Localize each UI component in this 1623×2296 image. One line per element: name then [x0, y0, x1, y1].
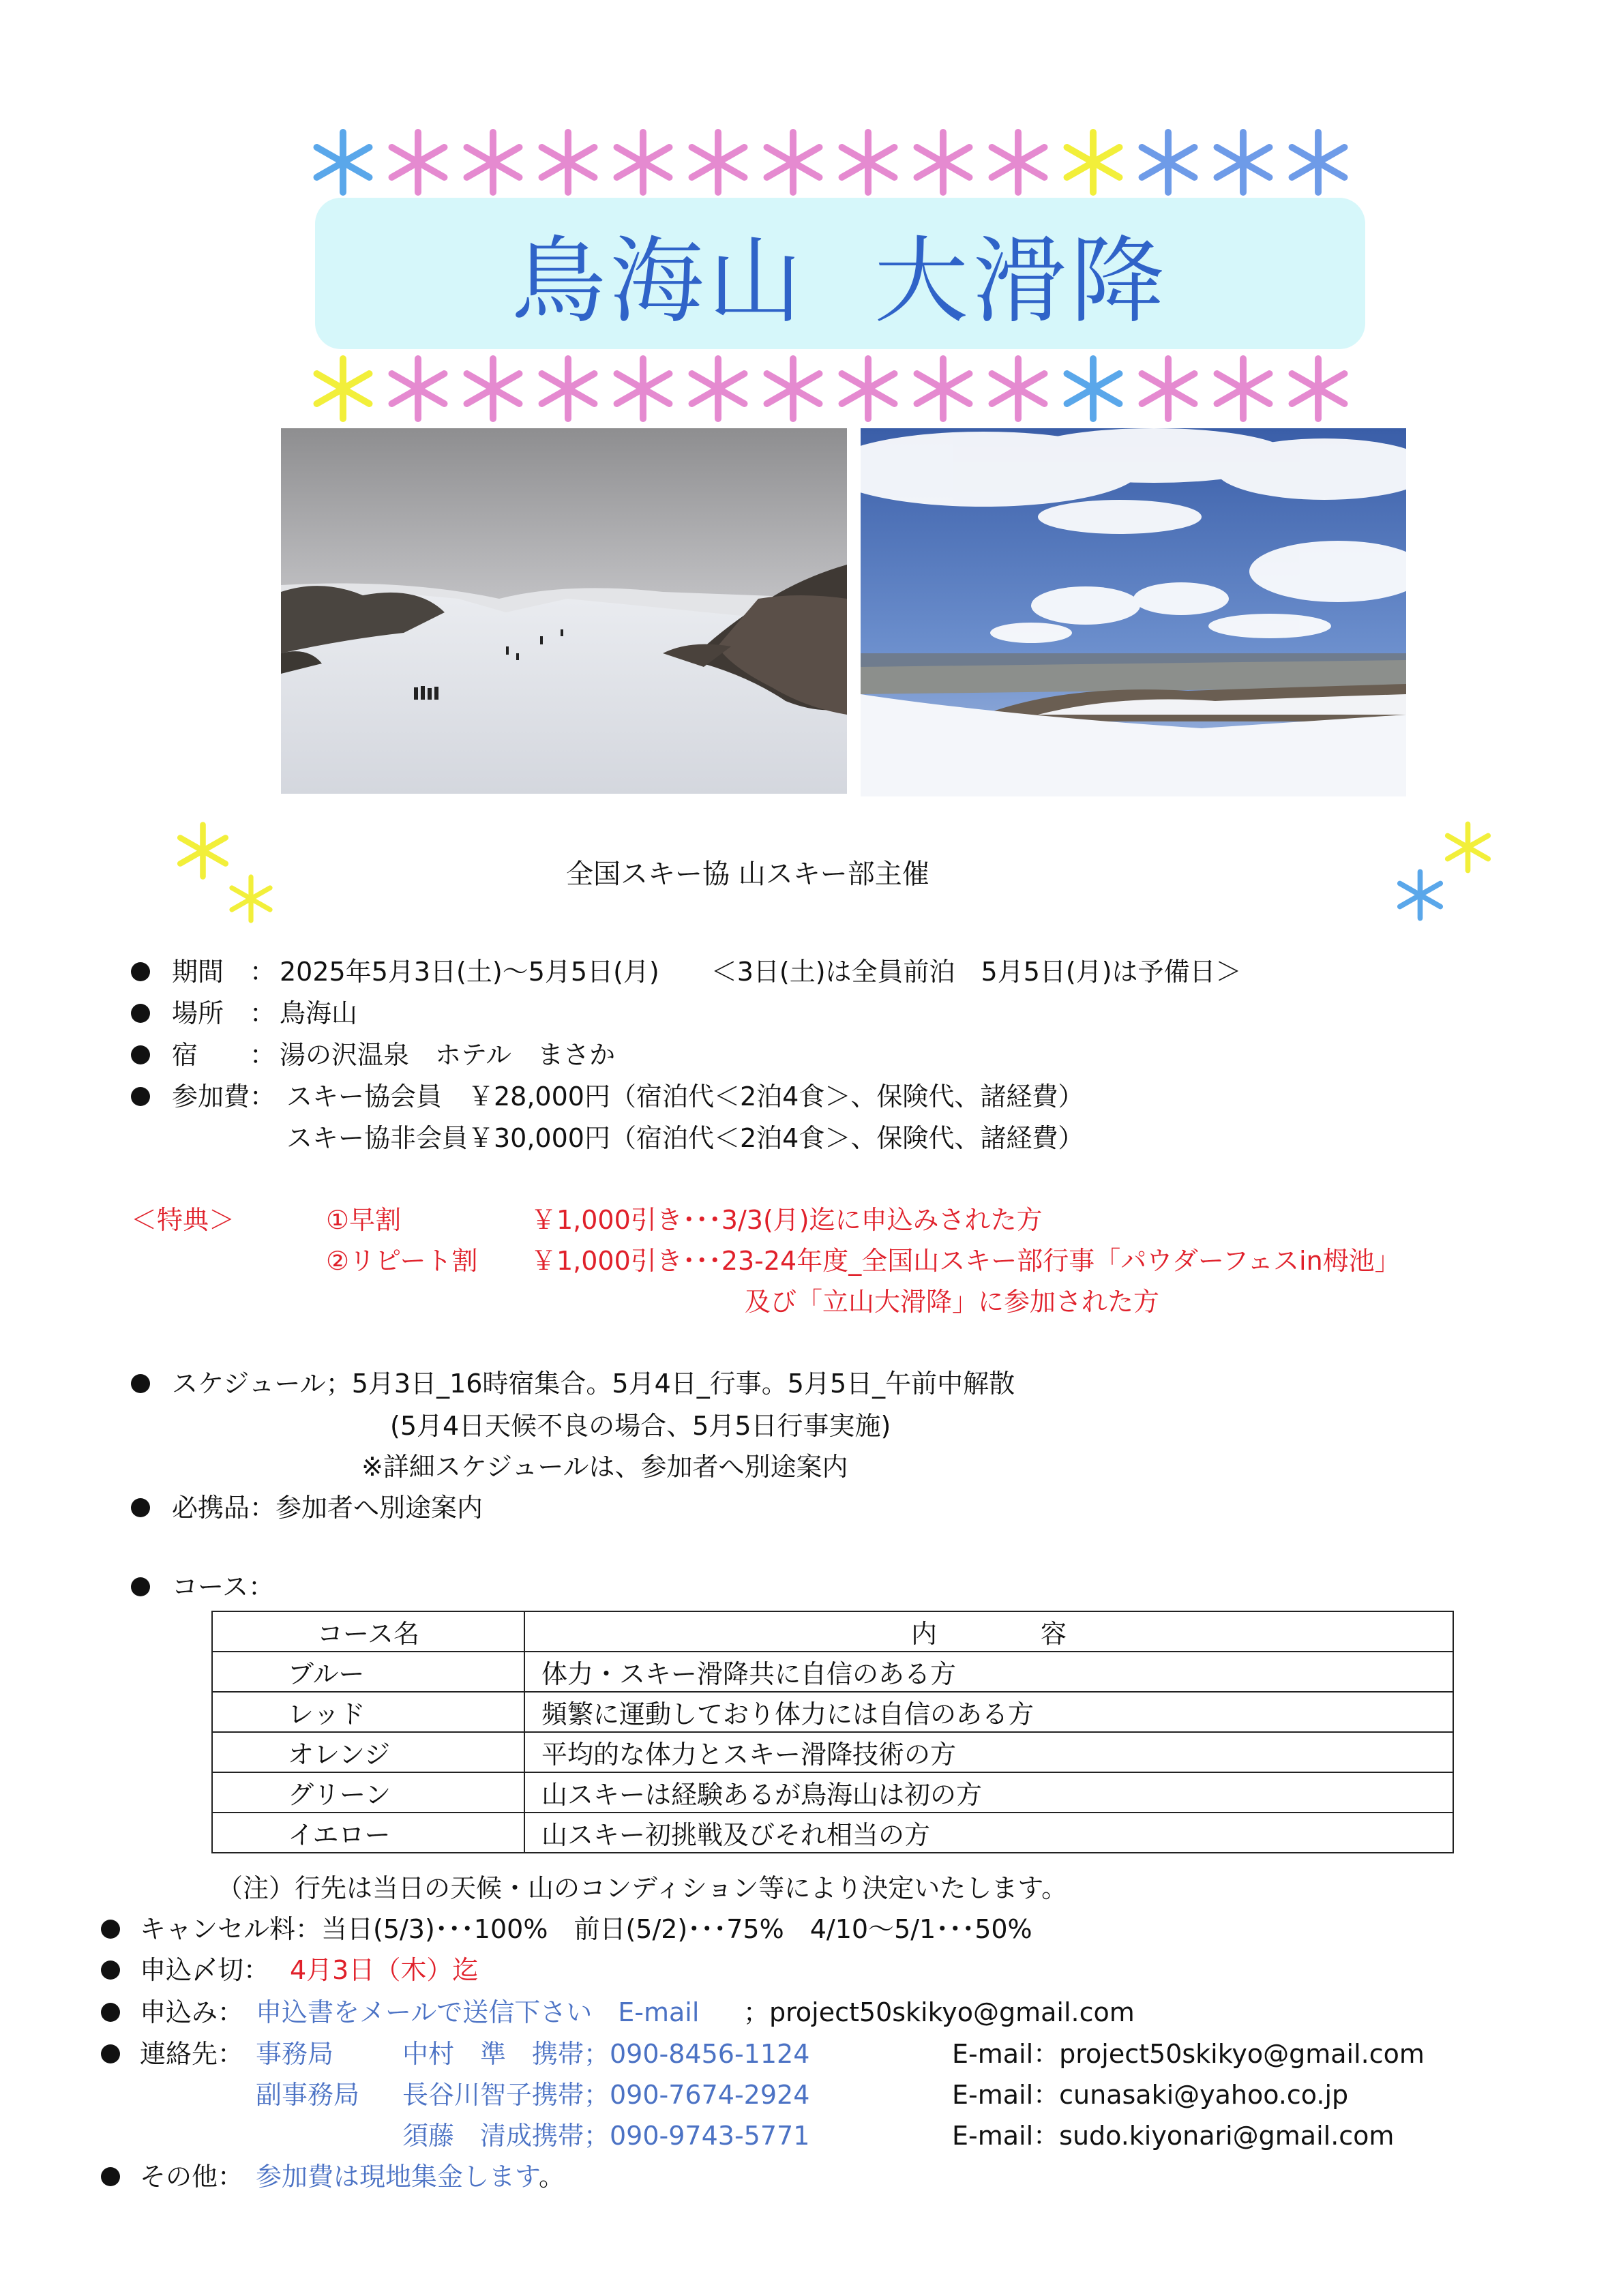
photo-snow-field-blue-sky: [861, 428, 1406, 796]
contact-name: 長谷川智子: [402, 2080, 533, 2110]
course-content-cell: 山スキーは経験あるが鳥海山は初の方: [524, 1772, 1453, 1813]
star-icon: [531, 121, 606, 203]
period-label: 期間 ：: [172, 957, 276, 987]
items-text: 必携品：参加者へ別途案内: [172, 1493, 483, 1523]
course-content-cell: 山スキー初挑戦及びそれ相当の方: [524, 1813, 1453, 1853]
star-icon: [1281, 348, 1356, 430]
course-name-cell: グリーン: [212, 1772, 524, 1813]
fee-label: 参加費：: [172, 1082, 276, 1112]
repeat-discount-name: ②リピート割: [326, 1246, 478, 1276]
inn-value: 湯の沢温泉 ホテル まさか: [280, 1040, 616, 1070]
contact-email[interactable]: E-mail：project50skikyo@gmail.com: [952, 2039, 1425, 2069]
page-title: 鳥海山 大滑降: [511, 226, 1169, 336]
contact-tel: [532, 2041, 809, 2067]
course-note: （注）行先は当日の天候・山のコンディション等により決定いたします。: [217, 1873, 1068, 1903]
apply-email[interactable]: ；project50skikyo@gmail.com: [743, 1997, 1135, 2027]
star-icon: [456, 121, 531, 203]
contact-tel-text: 携帯；090-9743-5771: [532, 2121, 810, 2151]
other-value: [256, 2164, 565, 2190]
schedule-line-3: ※詳細スケジュールは、参加者へ別途案内: [361, 1452, 848, 1482]
bullet-icon: [131, 1087, 150, 1106]
bullet-icon: [131, 962, 150, 981]
star-icon: [981, 121, 1056, 203]
star-icon: [1131, 348, 1206, 430]
star-icon: [681, 121, 756, 203]
bullet-icon: [101, 2003, 120, 2022]
contact-email[interactable]: E-mail：sudo.kiyonari@gmail.com: [952, 2121, 1395, 2151]
early-discount-detail: ￥1,000引き･･･3/3(月)迄に申込みされた方: [531, 1205, 1043, 1235]
deadline-value: 4月3日（木）迄: [290, 1955, 479, 1985]
table-row: [212, 1813, 1453, 1853]
bullet-icon: [131, 1374, 150, 1393]
course-name-cell: オレンジ: [212, 1732, 524, 1772]
star-icon: [456, 348, 531, 430]
course-content-cell: 頻繁に運動しており体力には自信のある方: [524, 1692, 1453, 1732]
place-label: 場所 ：: [172, 998, 276, 1028]
star-icon: [831, 121, 906, 203]
star-icon: [1206, 348, 1281, 430]
table-row: [212, 1772, 1453, 1813]
star-icon: [981, 348, 1056, 430]
star-icon: [831, 348, 906, 430]
star-icon: [606, 348, 681, 430]
place-value: 鳥海山: [280, 998, 358, 1028]
contact-tel-text: 携帯；090-7674-2924: [532, 2080, 810, 2110]
star-icon: [681, 348, 756, 430]
repeat-discount-detail: ￥1,000引き･･･23-24年度_全国山スキー部行事「パウダーフェスin栂池」: [531, 1246, 1401, 1276]
contact-role: 事務局: [256, 2039, 334, 2069]
apply-label: 申込み：: [140, 1997, 244, 2027]
column-header-content: 内 容: [524, 1611, 1453, 1652]
star-icon: [1131, 121, 1206, 203]
course-name-cell: レッド: [212, 1692, 524, 1732]
table-header-row: [212, 1611, 1453, 1652]
period-value: 2025年5月3日(土)〜5月5日(月) ＜3日(土)は全員前泊 5月5日(月)は予備日＞: [280, 957, 1242, 987]
apply-instruction: 申込書をメールで送信下さい E-mail: [256, 1997, 700, 2027]
contact-name: 須藤 清成: [402, 2121, 533, 2151]
fee-non-member: スキー協非会員￥30,000円（宿泊代＜2泊4食＞、保険代、諸経費）: [286, 1123, 1084, 1153]
bullet-icon: [131, 1045, 150, 1064]
contact-email[interactable]: E-mail：cunasaki@yahoo.co.jp: [952, 2080, 1349, 2110]
bullet-icon: [131, 1004, 150, 1023]
star-icon: [306, 348, 381, 430]
table-row: [212, 1652, 1453, 1692]
star-icon: [1206, 121, 1281, 203]
star-icon: [906, 348, 981, 430]
bullet-icon: [101, 1960, 120, 1980]
star-icon: [756, 121, 831, 203]
contact-label: 連絡先：: [140, 2039, 244, 2069]
contact-role: 副事務局: [256, 2080, 360, 2110]
star-icon: [306, 121, 381, 203]
repeat-discount-detail-2: 及び「立山大滑降」に参加された方: [745, 1287, 1160, 1317]
benefits-label: ＜特典＞: [131, 1205, 235, 1235]
course-table: [211, 1611, 1454, 1853]
schedule-line-1: スケジュール；5月3日_16時宿集合。5月4日_行事。5月5日_午前中解散: [172, 1369, 1015, 1399]
organizer-text: 全国スキー協 山スキー部主催: [566, 859, 929, 890]
other-label: その他：: [140, 2162, 244, 2192]
schedule-line-2: (5月4日天候不良の場合、5月5日行事実施): [390, 1411, 891, 1441]
fee-member: スキー協会員 ￥28,000円（宿泊代＜2泊4食＞、保険代、諸経費）: [286, 1082, 1084, 1112]
table-row: [212, 1692, 1453, 1732]
contact-name: 中村 準: [402, 2039, 507, 2069]
course-content-cell: 平均的な体力とスキー滑降技術の方: [524, 1732, 1453, 1772]
course-name-cell: ブルー: [212, 1652, 524, 1692]
star-row-top: [306, 121, 1356, 203]
course-name-cell: イエロー: [212, 1813, 524, 1853]
bullet-icon: [101, 2167, 120, 2186]
photo-snow-slope-fog: [281, 428, 847, 794]
table-row: [212, 1732, 1453, 1772]
course-label: コース：: [172, 1572, 275, 1602]
column-header-course-name: コース名: [212, 1611, 524, 1652]
star-icon: [1391, 866, 1449, 924]
star-icon: [756, 348, 831, 430]
star-icon: [531, 348, 606, 430]
star-icon: [606, 121, 681, 203]
star-icon: [224, 871, 278, 926]
other-value-text: 参加費は現地集金します: [256, 2162, 539, 2192]
contact-tel-text: 携帯；090-8456-1124: [532, 2039, 810, 2069]
star-icon: [906, 121, 981, 203]
star-row-bottom: [306, 348, 1356, 430]
other-value-end: 。: [538, 2162, 565, 2192]
bullet-icon: [101, 1920, 120, 1939]
bullet-icon: [131, 1498, 150, 1517]
star-icon: [1056, 121, 1131, 203]
star-icon: [1056, 348, 1131, 430]
title-banner: [315, 198, 1365, 349]
cancel-fee-text: キャンセル料：当日(5/3)･･･100% 前日(5/2)･･･75% 4/10〜5/1･･･50%: [140, 1914, 1032, 1944]
early-discount-name: ①早割: [326, 1205, 402, 1235]
contact-tel: [532, 2123, 809, 2149]
deadline-label: 申込〆切：: [140, 1955, 270, 1985]
star-icon: [381, 348, 456, 430]
bullet-icon: [101, 2044, 120, 2063]
star-icon: [381, 121, 456, 203]
bullet-icon: [131, 1577, 150, 1596]
course-content-cell: 体力・スキー滑降共に自信のある方: [524, 1652, 1453, 1692]
inn-label: 宿 ：: [172, 1040, 276, 1070]
star-icon: [1281, 121, 1356, 203]
contact-tel: [532, 2082, 809, 2108]
